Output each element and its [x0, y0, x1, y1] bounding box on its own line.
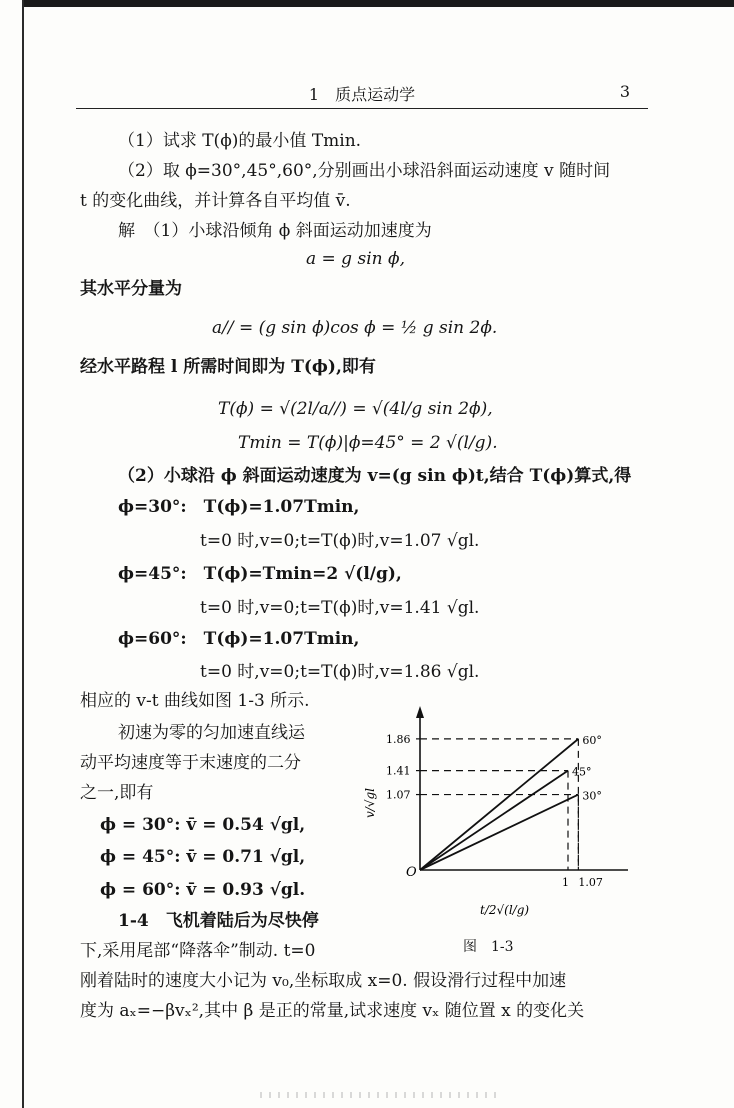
origin-label: O — [406, 865, 417, 880]
case-45-time: ϕ=45°: T(ϕ)=Tmin=2 √(l/g), — [118, 564, 402, 584]
case-30-time: ϕ=30°: T(ϕ)=1.07Tmin, — [118, 497, 360, 517]
problem-1-4-line-1: 1-4 飞机着陆后为尽快停 — [118, 911, 319, 931]
average-speed-line-3: 之一,即有 — [80, 783, 154, 803]
solution-part-2: （2）小球沿 ϕ 斜面运动速度为 v=(g sin ϕ)t,结合 T(ϕ)算式,得 — [118, 466, 632, 486]
v-t-line-45 — [420, 771, 568, 870]
problem-1-4-line-2: 下,采用尾部“降落伞”制动. t=0 — [80, 941, 316, 961]
average-speed-line-2: 动平均速度等于末速度的二分 — [80, 753, 301, 773]
y-tick-label: 1.41 — [386, 764, 411, 778]
header-title: 1 质点运动学 — [308, 85, 416, 104]
line-label-30: 30° — [582, 789, 602, 803]
text-horizontal-component: 其水平分量为 — [80, 279, 182, 299]
text-time-over-distance: 经水平路程 l 所需时间即为 T(ϕ),即有 — [80, 357, 376, 377]
equation-acceleration: a = g sin ϕ, — [306, 249, 405, 269]
question-2-line-2: t 的变化曲线，并计算各自平均值 v̄. — [80, 191, 351, 211]
case-30-velocity: t=0 时,v=0;t=T(ϕ)时,v=1.07 √gl. — [200, 531, 480, 551]
question-2-line-1: （2）取 ϕ=30°,45°,60°,分别画出小球沿斜面运动速度 v 随时间 — [118, 161, 611, 181]
page-edge-shadow-left — [22, 0, 24, 1108]
y-tick-label: 1.07 — [386, 788, 411, 802]
page-edge-shadow-top — [22, 0, 734, 7]
equation-time: T(ϕ) = √(2l/a//) = √(4l/g sin 2ϕ), — [218, 399, 493, 419]
v-t-line-30 — [420, 795, 578, 870]
average-45: ϕ = 45°: v̄ = 0.71 √gl, — [100, 847, 306, 867]
x-axis-label: t/2√(l/g) — [480, 903, 530, 917]
case-60-time: ϕ=60°: T(ϕ)=1.07Tmin, — [118, 629, 360, 649]
figure-reference: 相应的 v-t 曲线如图 1-3 所示. — [80, 691, 310, 711]
scan-noise — [260, 1092, 500, 1098]
running-header — [76, 82, 648, 109]
average-60: ϕ = 60°: v̄ = 0.93 √gl. — [100, 880, 306, 900]
y-tick-label: 1.86 — [386, 732, 411, 746]
average-30: ϕ = 30°: v̄ = 0.54 √gl, — [100, 815, 306, 835]
x-tick-label: 1 — [562, 876, 569, 889]
equation-horizontal-acceleration: a// = (g sin ϕ)cos ϕ = ½ g sin 2ϕ. — [212, 318, 498, 338]
x-tick-label: 1.07 — [578, 876, 603, 889]
y-axis-arrow — [416, 706, 424, 718]
line-label-60: 60° — [582, 733, 602, 747]
case-45-velocity: t=0 时,v=0;t=T(ϕ)时,v=1.41 √gl. — [200, 598, 480, 618]
page-number: 3 — [619, 82, 630, 101]
v-t-line-60 — [420, 739, 578, 870]
case-60-velocity: t=0 时,v=0;t=T(ϕ)时,v=1.86 √gl. — [200, 662, 480, 682]
figure-1-3 — [352, 700, 642, 960]
average-speed-line-1: 初速为零的匀加速直线运 — [118, 723, 305, 743]
y-axis-label: v/√gl — [363, 788, 377, 818]
question-1: （1）试求 T(ϕ)的最小值 Tmin. — [118, 131, 362, 151]
solution-intro: 解 （1）小球沿倾角 ϕ 斜面运动加速度为 — [118, 221, 432, 241]
line-label-45: 45° — [572, 765, 592, 779]
problem-1-4-line-3: 刚着陆时的速度大小记为 v₀,坐标取成 x=0. 假设滑行过程中加速 — [80, 971, 567, 991]
equation-tmin: Tmin = T(ϕ)|ϕ=45° = 2 √(l/g). — [238, 433, 498, 453]
figure-caption: 图 1-3 — [463, 939, 514, 955]
problem-1-4-line-4: 度为 aₓ=−βvₓ²,其中 β 是正的常量,试求速度 vₓ 随位置 x 的变化关 — [80, 1001, 585, 1021]
